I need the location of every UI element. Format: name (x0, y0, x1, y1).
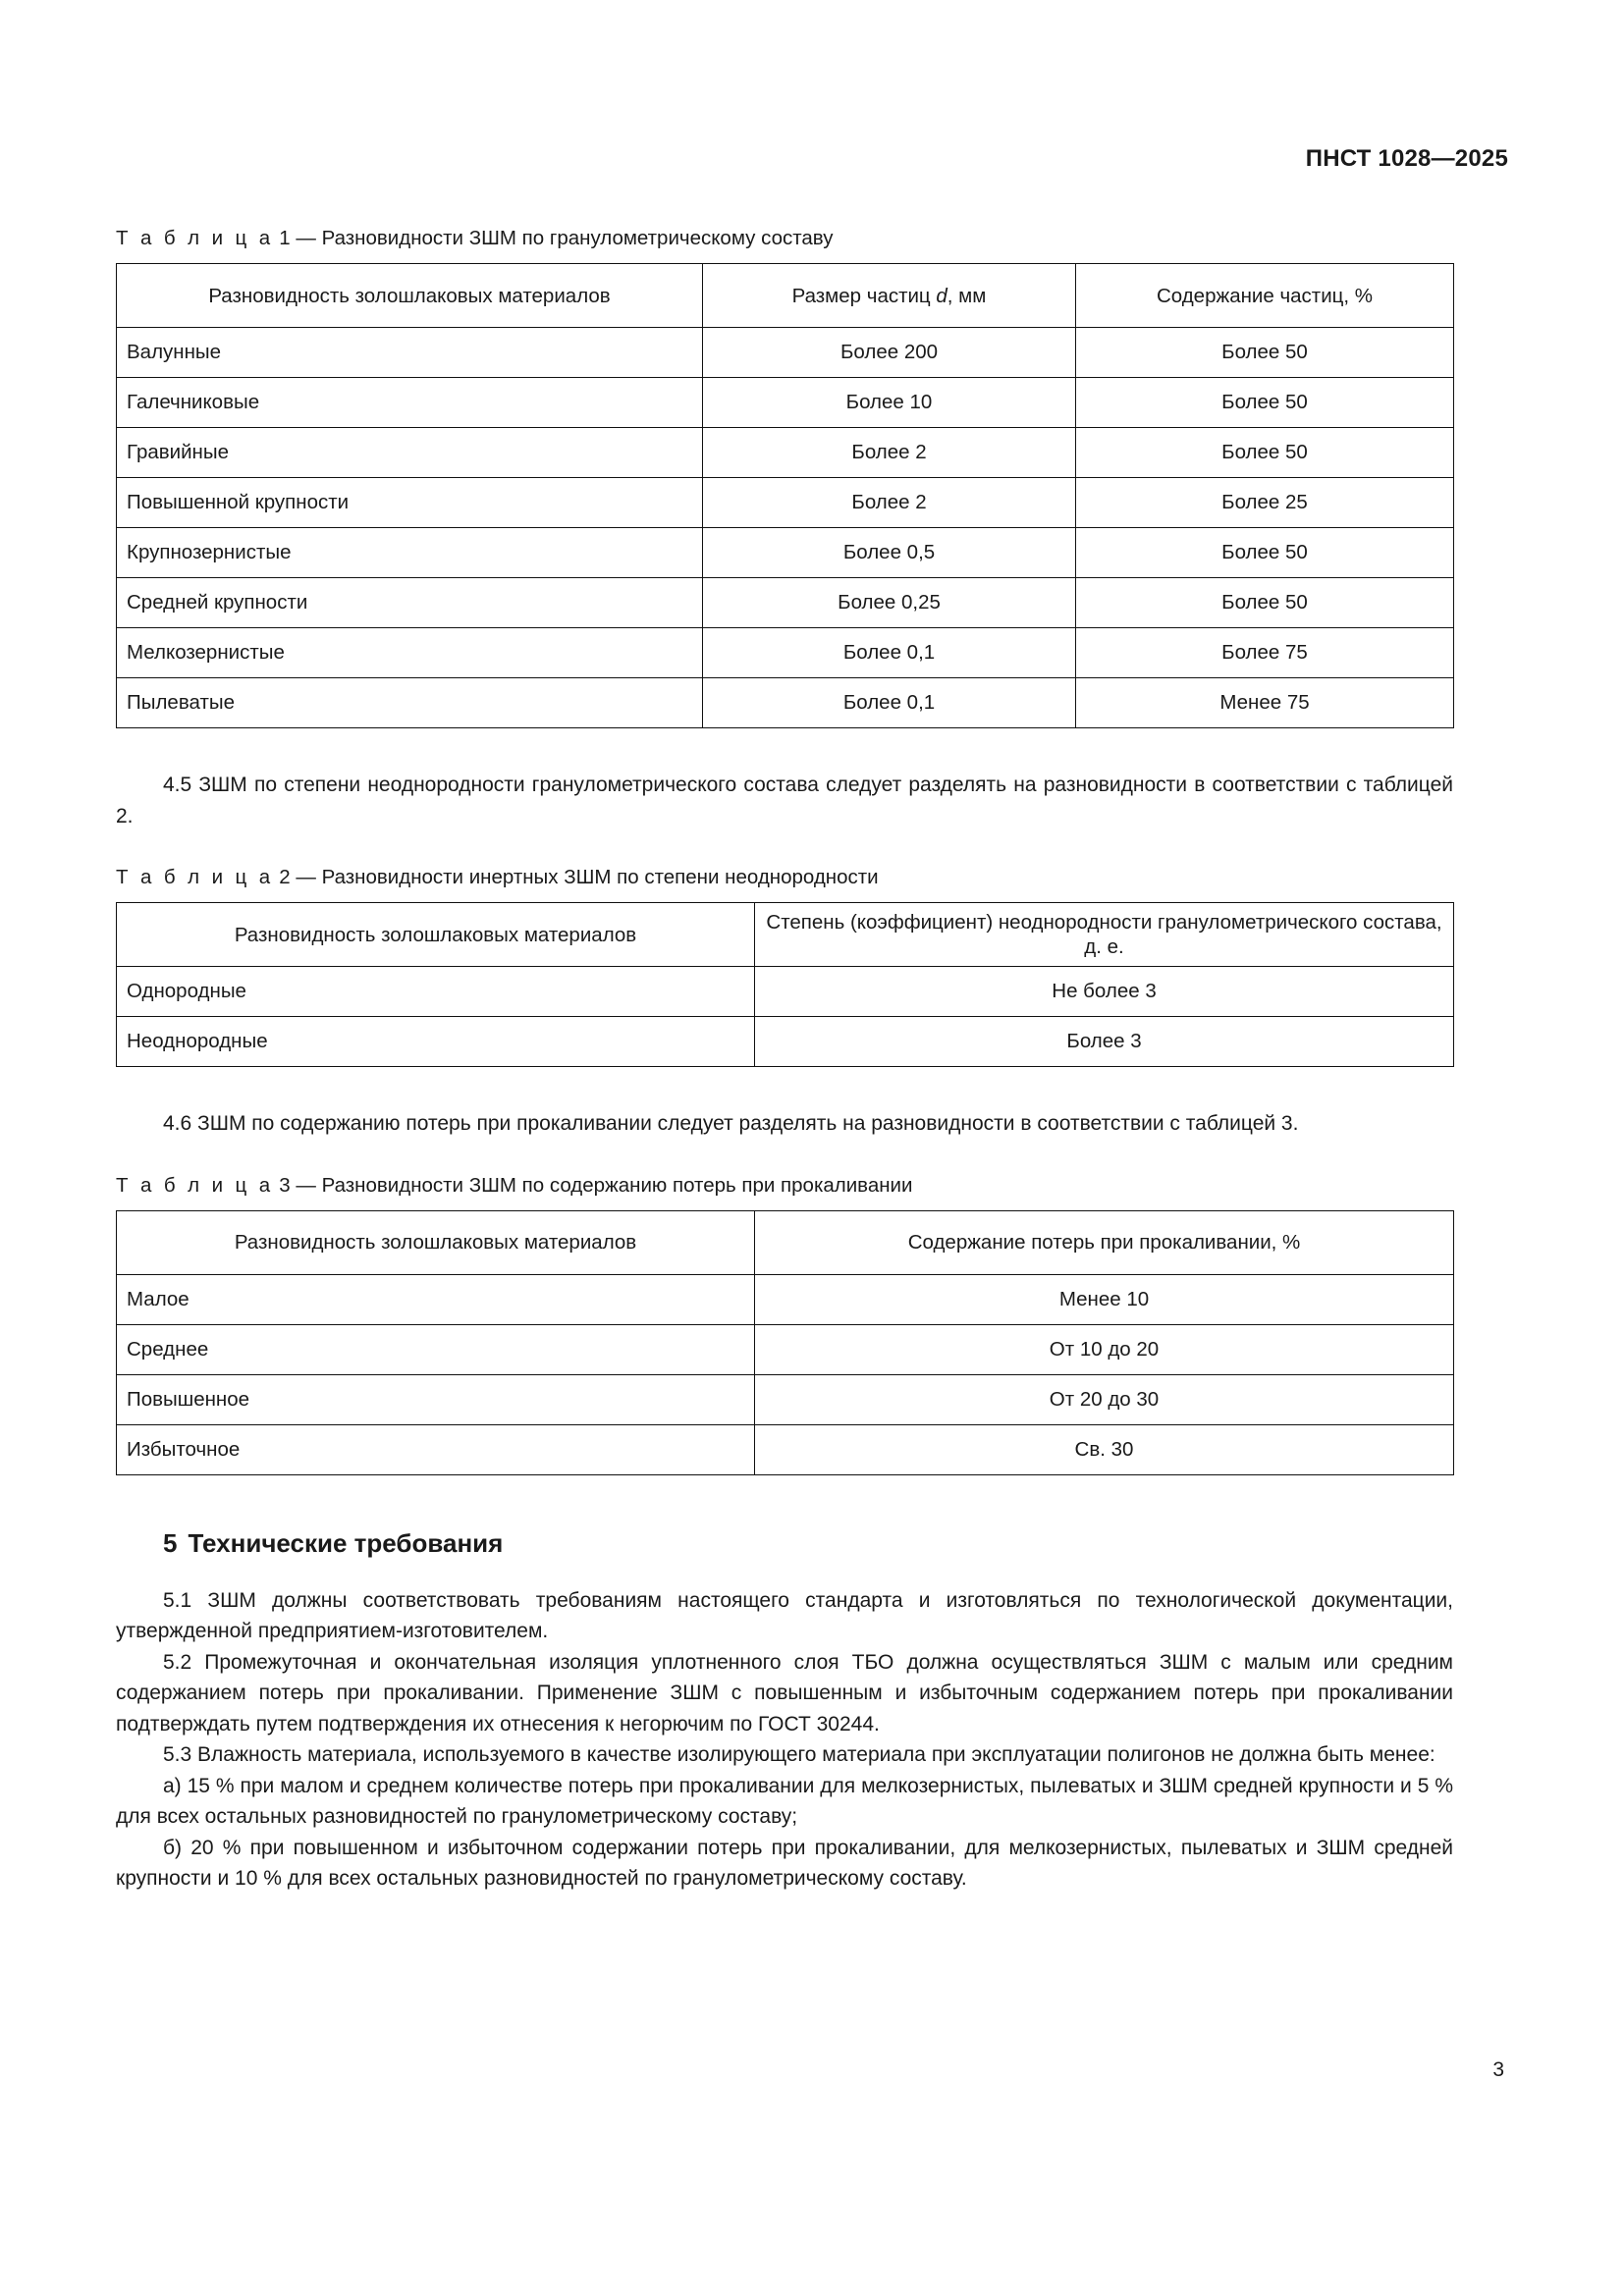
table3-cell-name: Повышенное (117, 1374, 755, 1424)
table2-cell-value: Более 3 (755, 1017, 1454, 1067)
table1-cell-content: Более 50 (1076, 578, 1454, 628)
table1-cell-name: Гравийные (117, 428, 703, 478)
table1-cell-name: Крупнозернистые (117, 528, 703, 578)
table1-cell-name: Галечниковые (117, 378, 703, 428)
table1-cell-size: Более 0,5 (703, 528, 1076, 578)
table2-caption-text: Разновидности инертных ЗШМ по степени неоднородности (321, 866, 879, 888)
table1-col-header-particle-content: Содержание частиц, % (1076, 264, 1454, 328)
table2-col-header-variety: Разновидность золошлаковых материалов (117, 903, 755, 967)
table1-cell-name: Повышенной крупности (117, 478, 703, 528)
table1-caption-text: Разновидности ЗШМ по гранулометрическому составу (321, 227, 834, 249)
table3-cell-name: Малое (117, 1274, 755, 1324)
table2-cell-value: Не более 3 (755, 967, 1454, 1017)
table-heterogeneity-degree (116, 902, 1454, 1067)
list-item-a: а) 15 % при малом и среднем количестве потерь при прокаливании для мелкозернистых, пылеватых и ЗШМ средней крупности и 5 % для всех остальных разновидностей по гранулометрическому составу; (116, 1774, 1453, 1828)
section-number: 5 (163, 1527, 178, 1558)
table1-cell-size: Более 2 (703, 478, 1076, 528)
paragraph-4-6: 4.6 ЗШМ по содержанию потерь при прокаливании следует разделять на разновидности в соответствии с таблицей 3. (163, 1112, 1299, 1135)
table-row (117, 578, 1454, 628)
table1-cell-content: Более 50 (1076, 528, 1454, 578)
paragraph-5-2: 5.2 Промежуточная и окончательная изоляция уплотненного слоя ТБО должна осуществляться ЗШМ с малым или средним содержанием потерь при прокаливании. Применение ЗШМ с повышенным и избыточным содержанием потерь при прокаливании подтверждать путем подтверждения их отнесения к негорючим по ГОСТ 30244. (116, 1650, 1453, 1735)
table2-cell-name: Однородные (117, 967, 755, 1017)
table1-cell-size: Более 2 (703, 428, 1076, 478)
table-row (117, 1324, 1454, 1374)
table2-cell-name: Неоднородные (117, 1017, 755, 1067)
table-row (117, 1017, 1454, 1067)
table3-header-row (117, 1210, 1454, 1274)
table3-cell-name: Избыточное (117, 1424, 755, 1474)
variable-d: d (936, 284, 947, 307)
table3-caption (116, 1173, 1453, 1199)
table3-caption-label: Т а б л и ц а (116, 1173, 274, 1197)
table3-cell-value: От 20 до 30 (755, 1374, 1454, 1424)
table3-cell-value: Св. 30 (755, 1424, 1454, 1474)
table1-cell-size: Более 0,25 (703, 578, 1076, 628)
table3-caption-number: 3 (279, 1173, 291, 1197)
table-row (117, 1274, 1454, 1324)
table1-col-header-particle-size: Размер частиц d, мм (703, 264, 1076, 328)
table1-cell-content: Более 50 (1076, 378, 1454, 428)
paragraph-4-5: 4.5 ЗШМ по степени неоднородности гранулометрического состава следует разделять на разновидности в соответствии с таблицей 2. (116, 774, 1453, 828)
table1-caption-dash: — (296, 227, 316, 249)
table2-header-row (117, 903, 1454, 967)
table2-caption-label: Т а б л и ц а (116, 866, 274, 888)
page-content (116, 226, 1453, 1895)
table-row (117, 1374, 1454, 1424)
table1-cell-content: Более 50 (1076, 428, 1454, 478)
paragraph-5-3: 5.3 Влажность материала, используемого в качестве изолирующего материала при эксплуатации полигонов не должна быть менее: (163, 1743, 1435, 1766)
table-row (117, 328, 1454, 378)
table1-caption-label: Т а б л и ц а (116, 227, 274, 249)
table1-cell-content: Более 50 (1076, 328, 1454, 378)
paragraph-5-1: 5.1 ЗШМ должны соответствовать требованиям настоящего стандарта и изготовляться по технологической документации, утвержденной предприятием-изготовителем. (116, 1588, 1453, 1642)
table-row (117, 478, 1454, 528)
table3-caption-dash: — (296, 1173, 316, 1197)
table1-col-header-variety: Разновидность золошлаковых материалов (117, 264, 703, 328)
running-header-standard-id: ПНСТ 1028—2025 (1305, 145, 1508, 172)
table1-cell-name: Средней крупности (117, 578, 703, 628)
table-row (117, 428, 1454, 478)
table2-caption (116, 865, 1453, 890)
table2-col-header-heterogeneity: Степень (коэффициент) неоднородности гранулометрического состава, д. е. (755, 903, 1454, 967)
table-row (117, 378, 1454, 428)
table2-caption-number: 2 (279, 866, 291, 888)
table1-cell-name: Пылеватые (117, 678, 703, 728)
table-row (117, 628, 1454, 678)
table3-caption-text: Разновидности ЗШМ по содержанию потерь при прокаливании (321, 1173, 913, 1197)
table1-cell-content: Менее 75 (1076, 678, 1454, 728)
table1-cell-size: Более 10 (703, 378, 1076, 428)
table1-cell-size: Более 0,1 (703, 628, 1076, 678)
section-heading-5 (163, 1526, 1453, 1560)
table1-caption (116, 226, 1453, 251)
table-row (117, 967, 1454, 1017)
list-item-b: б) 20 % при повышенном и избыточном содержании потерь при прокаливании, для мелкозернистых, пылеватых и ЗШМ средней крупности и 10 % для всех остальных разновидностей по гранулометрическому составу. (116, 1836, 1453, 1890)
table-row (117, 1424, 1454, 1474)
table3-cell-value: Менее 10 (755, 1274, 1454, 1324)
table1-caption-number: 1 (279, 227, 291, 249)
table1-cell-size: Более 0,1 (703, 678, 1076, 728)
page-number: 3 (1492, 2058, 1504, 2081)
table1-cell-size: Более 200 (703, 328, 1076, 378)
table3-col-header-loss-content: Содержание потерь при прокаливании, % (755, 1210, 1454, 1274)
table2-caption-dash: — (296, 866, 316, 888)
table-row (117, 528, 1454, 578)
table3-cell-name: Среднее (117, 1324, 755, 1374)
table1-cell-content: Более 25 (1076, 478, 1454, 528)
table3-cell-value: От 10 до 20 (755, 1324, 1454, 1374)
table1-header-row (117, 264, 1454, 328)
table1-cell-content: Более 75 (1076, 628, 1454, 678)
table-granulometric-composition (116, 263, 1454, 728)
section-title: Технические требования (188, 1527, 504, 1558)
table3-col-header-variety: Разновидность золошлаковых материалов (117, 1210, 755, 1274)
table1-cell-name: Мелкозернистые (117, 628, 703, 678)
table-row (117, 678, 1454, 728)
table-ignition-loss-content (116, 1210, 1454, 1475)
table1-cell-name: Валунные (117, 328, 703, 378)
